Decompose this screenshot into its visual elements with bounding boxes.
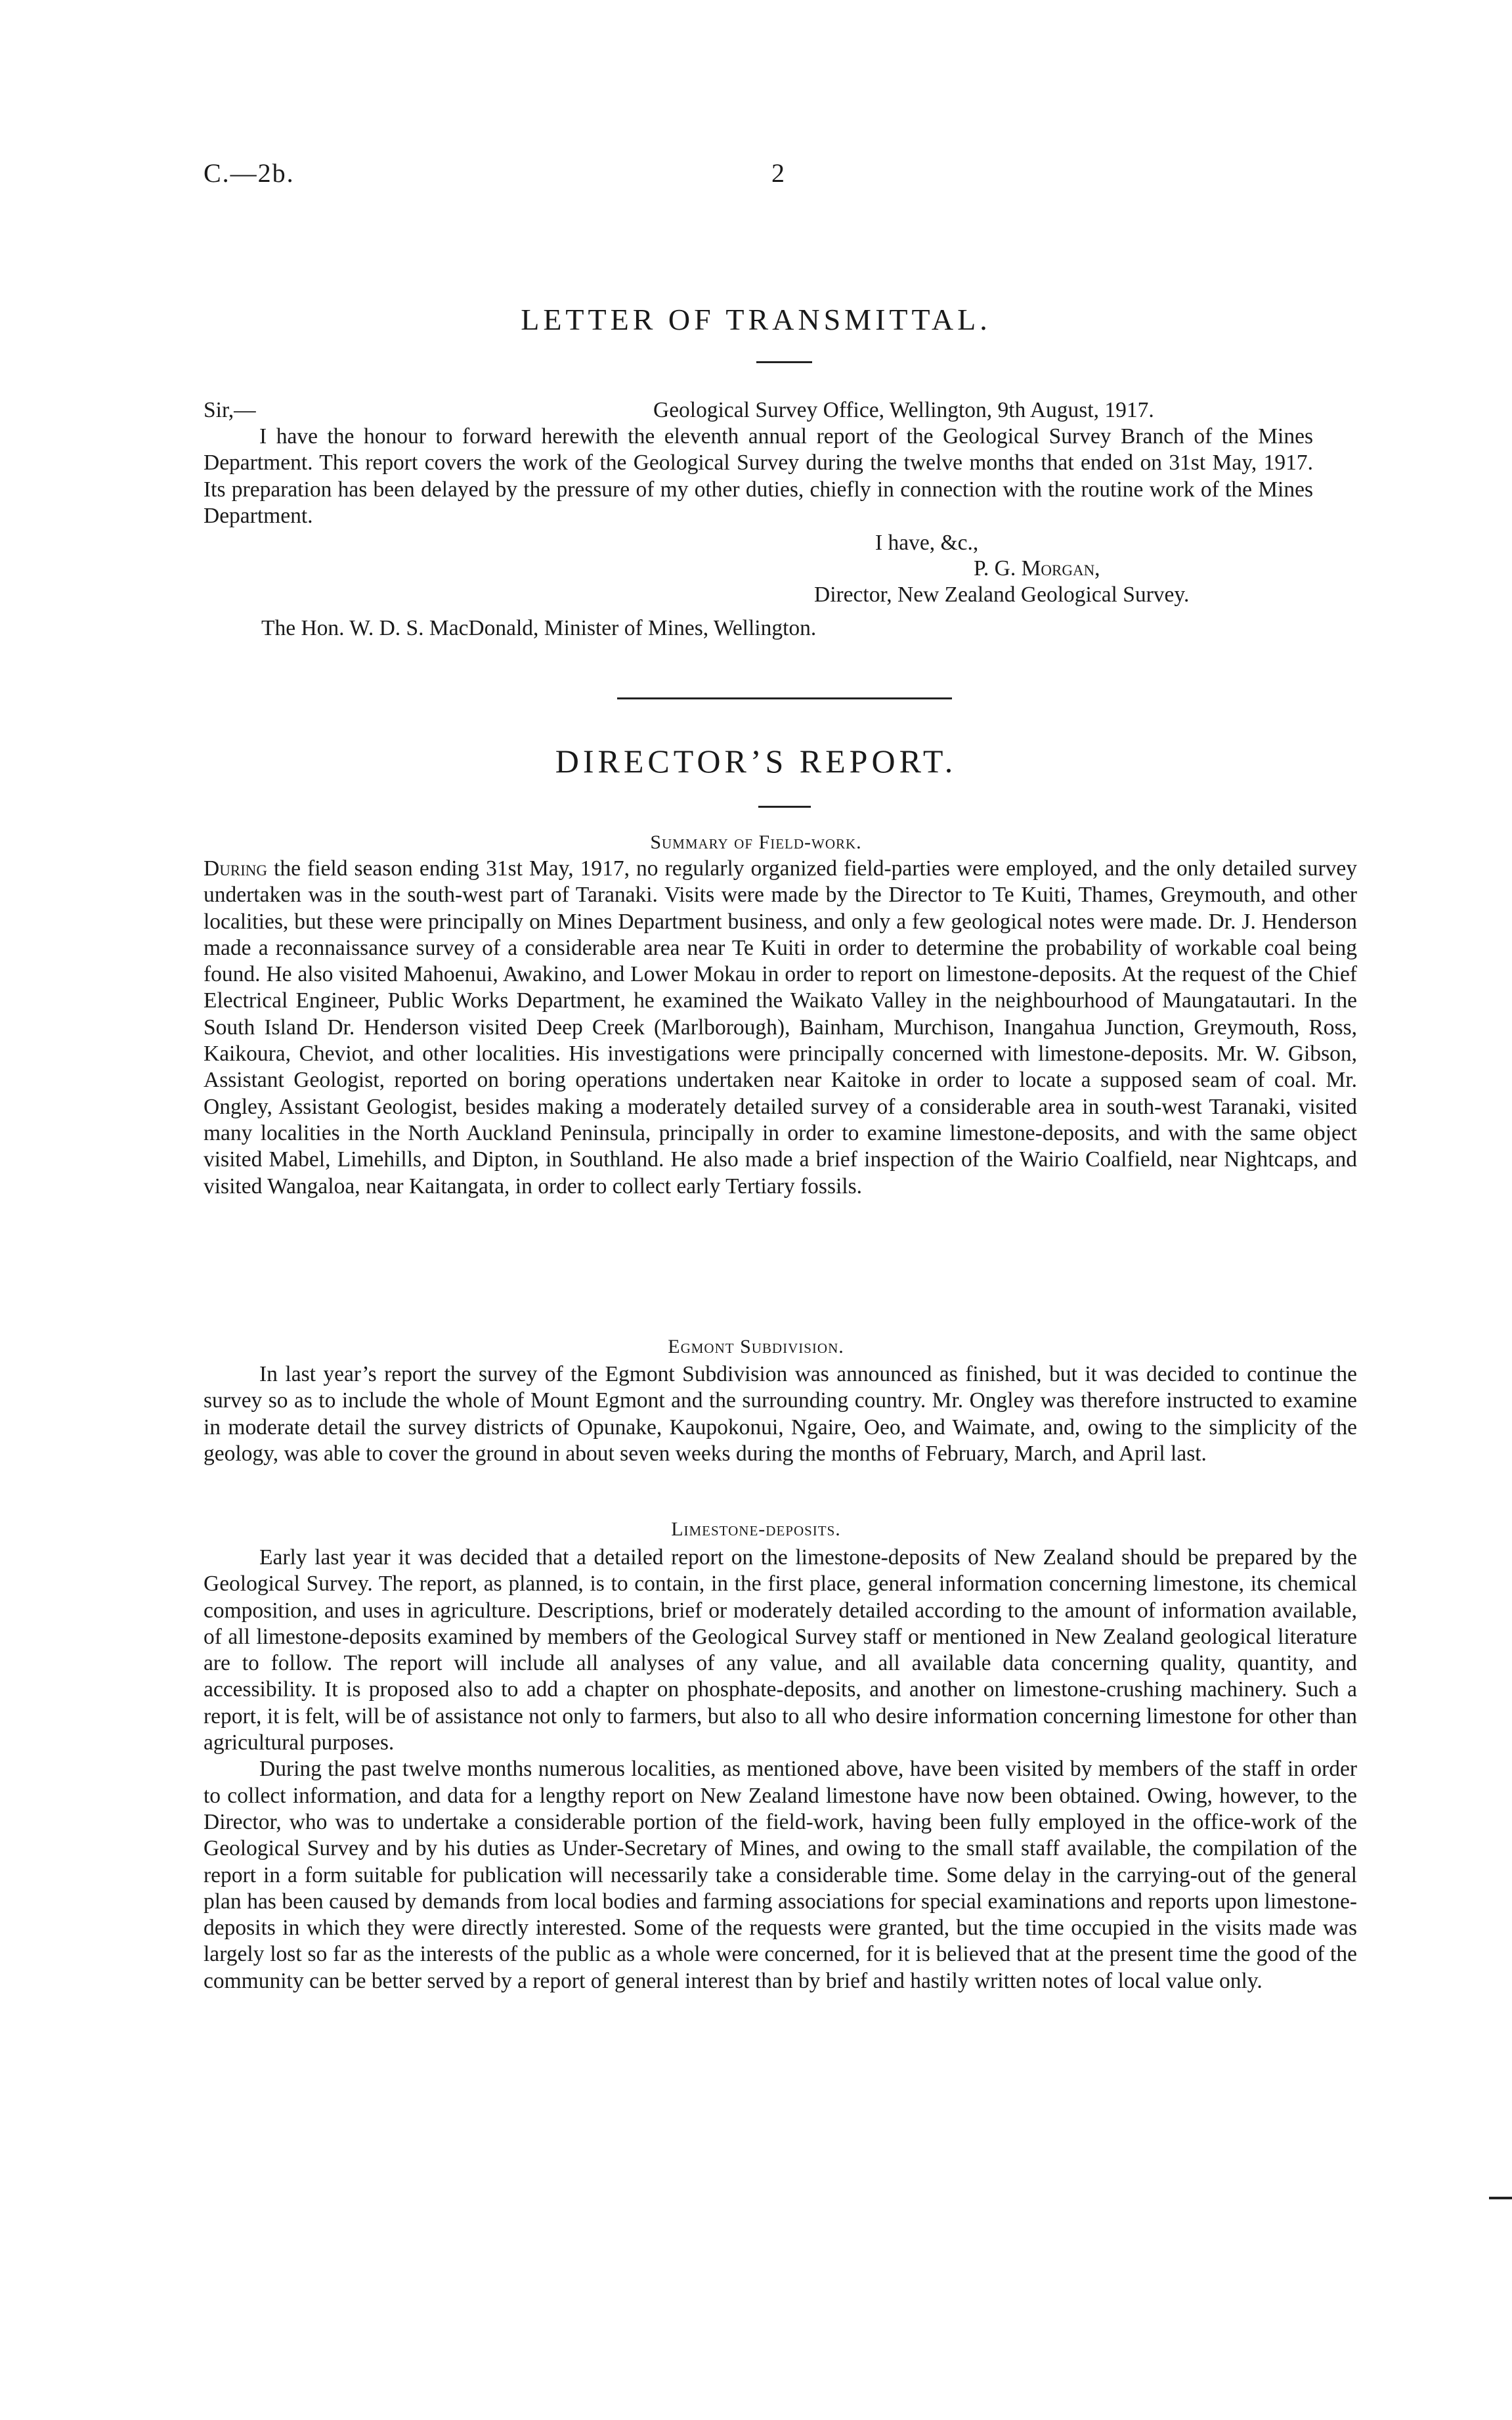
letter-salutation: Sir,— bbox=[204, 398, 256, 422]
section-heading-summary: Summary of Field-work. bbox=[650, 831, 862, 853]
summary-paragraph-text: the field season ending 31st May, 1917, no regularly organized field-parties were employed, and the only detailed survey undertaken was in the south-west part of Taranaki. Visits were made by the Director to Te Kuiti, Thames, Greymouth, and other localities, but these were principally on Mines Department business, and only a few geological notes were made. Dr. J. Henderson made a reconnaissance survey of a considerable area near Te Kuiti in order to determine the probability of workable coal being found. He also visited Mahoenui, Awakino, and Lower Mokau in order to report on limestone-deposits. At the request of the Chief Electrical Engineer, Public Works Department, he examined the Waikato Valley in the neighbourhood of Maungatautari. In the South Island Dr. Henderson visited Deep Creek (Marlborough), Bainham, Murchison, Inangahua Junction, Greymouth, Ross, Kaikoura, Cheviot, and other localities. His investigations were principally concerned with limestone-deposits. Mr. W. Gibson, Assistant Geologist, reported on boring operations undertaken near Kaitoke in order to locate a supposed seam of coal. Mr. Ongley, Assistant Geologist, besides making a moderately detailed survey of a considerable area in south-west Taranaki, visited many localities in the North Auckland Peninsula, principally in order to examine limestone-deposits, and with the same object visited Mabel, Limehills, and Dipton, in Southland. He also made a brief inspection of the Wairio Coalfield, near Nightcaps, and visited Wangaloa, near Kaitangata, in order to collect early Tertiary fossils. bbox=[204, 856, 1357, 1199]
report-title-rule bbox=[758, 806, 811, 808]
report-title: DIRECTOR’S REPORT. bbox=[555, 743, 957, 780]
section-heading-egmont: Egmont Subdivision. bbox=[668, 1336, 844, 1357]
section-heading-limestone: Limestone-deposits. bbox=[671, 1518, 841, 1540]
letter-place-date: Geological Survey Office, Wellington, 9th August, 1917. bbox=[653, 398, 1154, 422]
summary-paragraph bbox=[204, 856, 1357, 1200]
section-divider bbox=[617, 697, 952, 699]
page-number: 2 bbox=[771, 158, 785, 188]
letter-title: LETTER OF TRANSMITTAL. bbox=[521, 303, 991, 336]
limestone-paragraph-1: Early last year it was decided that a detailed report on the limestone-deposits of New Zealand should be prepared by the Geological Survey. The report, as planned, is to contain, in the first place, general information concerning limestone, its chemical composition, and uses in agriculture. Descriptions, brief or moderately detailed according to the amount of information available, of all limestone-deposits examined by members of the Geological Survey staff or mentioned in New Zealand geological literature are to follow. The report will include all analyses of any value, and all available data concerning quality, quantity, and accessibility. It is proposed also to add a chapter on phosphate-deposits, and another on limestone-crushing machinery. Such a report, it is felt, will be of assistance not only to farmers, but also to all who desire information concerning limestone for other than agricultural purposes. bbox=[204, 1545, 1357, 1755]
letter-addressee: The Hon. W. D. S. MacDonald, Minister of Mines, Wellington. bbox=[261, 616, 817, 640]
document-reference: C.—2b. bbox=[204, 158, 295, 188]
letter-signatory-title: Director, New Zealand Geological Survey. bbox=[814, 583, 1190, 607]
section-limestone-text bbox=[204, 1545, 1357, 1994]
letter-closing: I have, &c., bbox=[875, 531, 979, 555]
limestone-paragraph-2: During the past twelve months numerous localities, as mentioned above, have been visited by members of the staff in order to collect information, and data for a lengthy report on New Zealand limestone have now been obtained. Owing, however, to the Director, who was to undertake a considerable portion of the field-work, having been fully employed in the office-work of the Geological Survey and by his duties as Under-Secretary of Mines, and owing to the small staff available, the compilation of the report in a form suitable for publication will necessarily take a considerable time. Some delay in the carrying-out of the general plan has been caused by demands from local bodies and farming associations for special examinations and reports upon limestone-deposits in which they were directly interested. Some of the requests were granted, but the time occupied in the visits made was largely lost so far as the interests of the public as a whole were concerned, for it is believed that at the present time the good of the community can be better served by a report of general interest than by brief and hastily written notes of local value only. bbox=[204, 1757, 1357, 1993]
title-rule bbox=[756, 361, 812, 363]
letter-body bbox=[204, 424, 1313, 529]
egmont-paragraph: In last year’s report the survey of the Egmont Subdivision was announced as finished, but it was decided to continue the survey so as to include the whole of Mount Egmont and the surrounding country. Mr. Ongley was therefore instructed to examine in moderate detail the survey districts of Opunake, Kaupokonui, Ngaire, Oeo, and Waimate, and, owing to the simplicity of the geology, was able to cover the ground in about seven weeks during the months of February, March, and April last. bbox=[204, 1362, 1357, 1466]
section-egmont-text bbox=[204, 1361, 1357, 1467]
summary-dropcap: During bbox=[204, 856, 268, 881]
letter-body-text: I have the honour to forward herewith the eleventh annual report of the Geological Survey Branch of the Mines Department. This report covers the work of the Geological Survey during the twelve months that ended on 31st May, 1917. Its preparation has been delayed by the pressure of my other duties, chiefly in connection with the routine work of the Mines Department. bbox=[204, 424, 1313, 528]
letter-signatory: P. G. Morgan, bbox=[974, 556, 1100, 581]
margin-mark bbox=[1489, 2197, 1512, 2199]
section-summary-text bbox=[204, 856, 1357, 1200]
